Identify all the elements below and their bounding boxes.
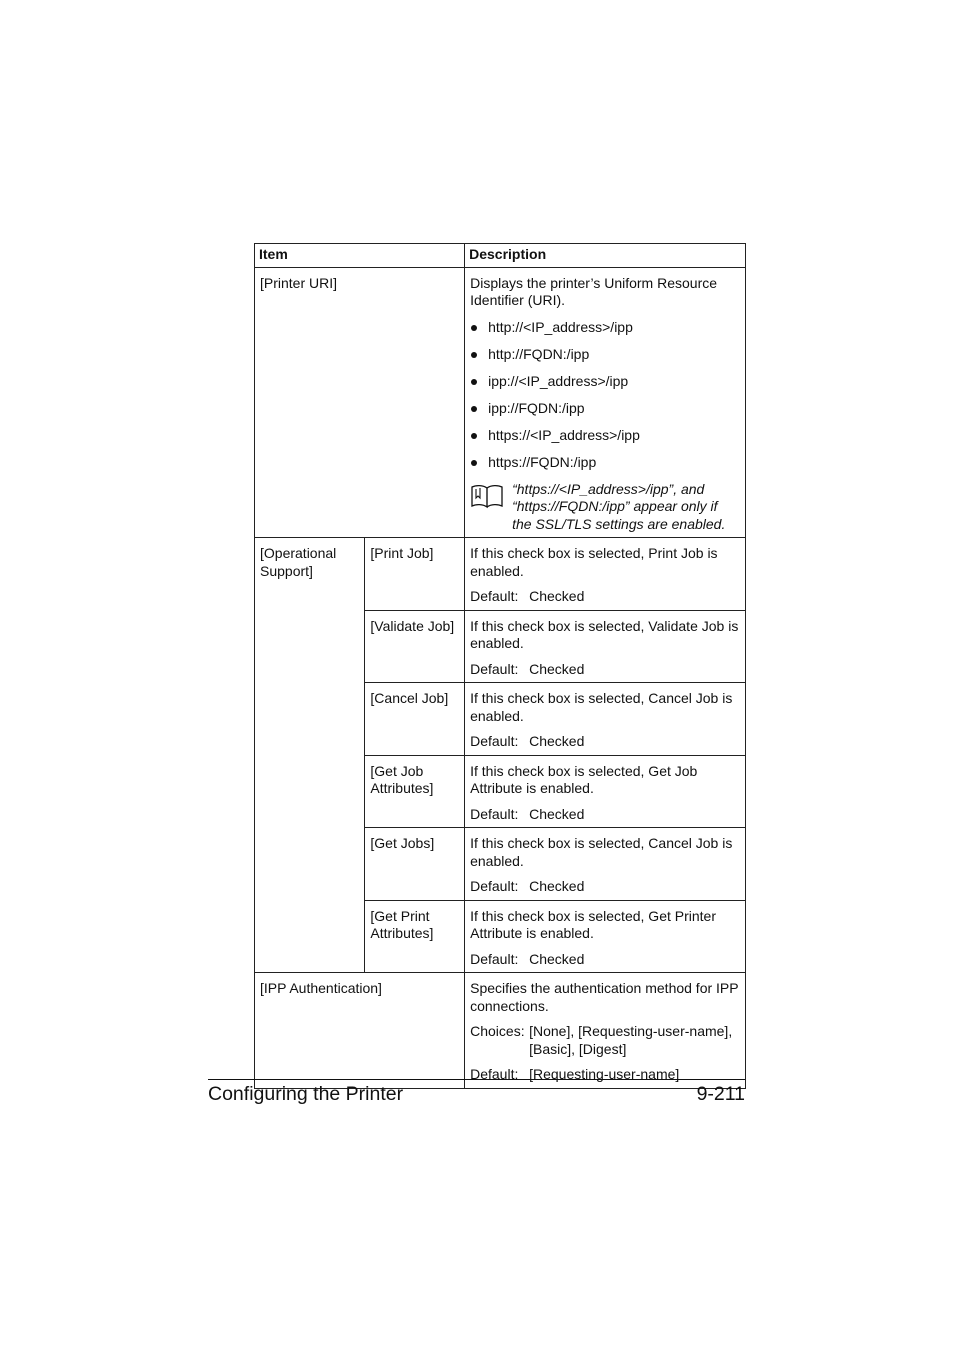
list-item: http://<IP_address>/ipp (470, 319, 740, 337)
table-header-row (255, 244, 746, 268)
description-printer-uri (465, 267, 746, 538)
bullet-icon (471, 433, 477, 439)
ssl-note (470, 481, 740, 534)
bullet-icon (471, 460, 477, 466)
subitem-name: [Get Job Attributes] (365, 755, 465, 828)
bullet-icon (471, 379, 477, 385)
item-ipp-authentication: [IPP Authentication] (255, 973, 465, 1089)
list-item: ipp://FQDN:/ipp (470, 400, 740, 418)
table-row (255, 973, 746, 1089)
default-line: Default: Checked (470, 660, 585, 677)
subitem-name: [Cancel Job] (365, 683, 465, 756)
note-text: “https://<IP_address>/ipp”, and “https://FQDN:/ipp” appear only if the SSL/TLS settings are enabled. (512, 480, 726, 532)
bullet-icon (471, 325, 477, 331)
bullet-icon (471, 352, 477, 358)
item-operational-support: [Operational Support] (255, 538, 365, 973)
list-item: ipp://<IP_address>/ipp (470, 373, 740, 391)
subitem-description: If this check box is selected, Cancel Job is enabled. Default: Checked (465, 828, 746, 901)
subitem-description: If this check box is selected, Get Job Attribute is enabled. Default: Checked (465, 755, 746, 828)
subitem-name: [Validate Job] (365, 610, 465, 683)
settings-table (254, 243, 746, 1089)
default-line: Default: Checked (470, 950, 585, 967)
footer-section-title: Configuring the Printer (208, 1083, 404, 1105)
printer-uri-text: Displays the printer’s Uniform Resource Identifier (URI). (470, 274, 718, 308)
subitem-description: If this check box is selected, Validate Job is enabled. Default: Checked (465, 610, 746, 683)
subitem-name: [Get Print Attributes] (365, 900, 465, 973)
book-note-icon (470, 481, 506, 534)
list-item: https://FQDN:/ipp (470, 454, 740, 472)
subitem-description: If this check box is selected, Print Job is enabled. Default: Checked (465, 538, 746, 611)
list-item: https://<IP_address>/ipp (470, 427, 740, 445)
choices-line: Choices: [None], [Requesting-user-name], [Basic], [Digest] (470, 1023, 733, 1057)
subitem-description: If this check box is selected, Cancel Job is enabled. Default: Checked (465, 683, 746, 756)
footer-divider (208, 1079, 745, 1080)
header-description: Description (465, 244, 746, 268)
subitem-name: [Get Jobs] (365, 828, 465, 901)
subitem-description: If this check box is selected, Get Printer Attribute is enabled. Default: Checked (465, 900, 746, 973)
default-line: Default: [Requesting-user-name] (470, 1066, 680, 1082)
header-item: Item (255, 244, 465, 268)
list-item: http://FQDN:/ipp (470, 346, 740, 364)
table-row (255, 267, 746, 538)
bullet-icon (471, 406, 477, 412)
table-row (255, 538, 746, 611)
default-line: Default: Checked (470, 805, 585, 822)
description-ipp-authentication: Specifies the authentication method for IPP connections. Choices: [None], [Requesting-user-name], [Basic], [Digest] Default: [Requesting-user-name] (465, 973, 746, 1089)
item-printer-uri: [Printer URI] (255, 267, 465, 538)
uri-list (470, 319, 740, 472)
subitem-name: [Print Job] (365, 538, 465, 611)
default-line: Default: Checked (470, 733, 585, 749)
default-line: Default: Checked (470, 878, 585, 894)
default-line: Default: Checked (470, 588, 585, 604)
page-number: 9-211 (696, 1083, 745, 1105)
